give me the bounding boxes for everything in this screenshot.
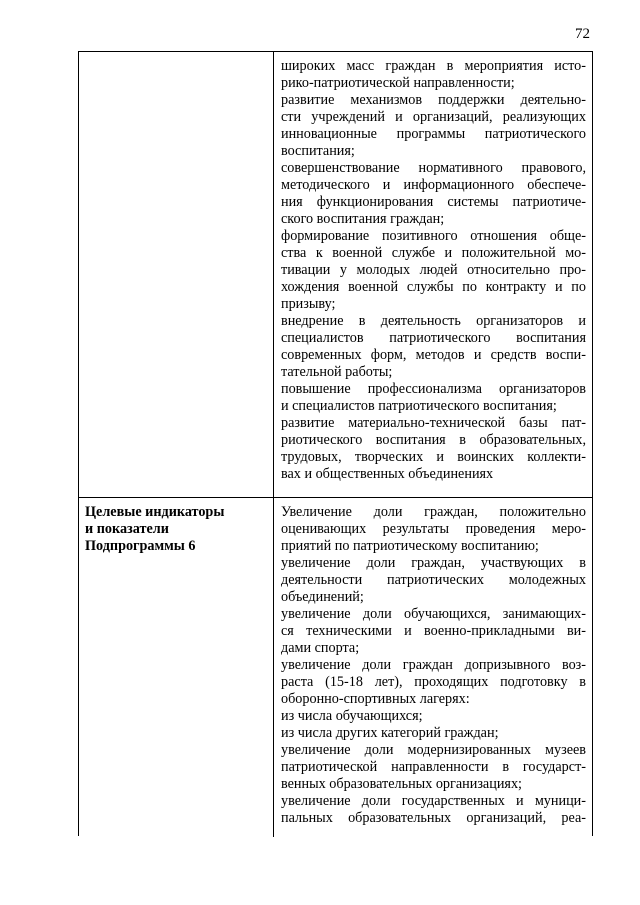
text-line: увеличение доли обучающихся, занимающих-	[281, 606, 586, 622]
text-line: современных форм, методов и средств воспи-	[281, 347, 586, 363]
text-line: специалистов патриотического воспитания	[281, 330, 586, 346]
text-line: венных образовательных организациях;	[281, 776, 522, 792]
row-label-line: Подпрограммы 6	[85, 538, 196, 554]
row-label-line: и показатели	[85, 521, 169, 537]
text-line: формирование позитивного отношения обще-	[281, 228, 586, 244]
text-line: трудовых, творческих и воинских коллекти-	[281, 449, 586, 465]
text-line: вах и общественных объединениях	[281, 466, 494, 482]
text-line: из числа обучающихся;	[281, 708, 423, 724]
text-line: внедрение в деятельность организаторов и	[281, 313, 586, 329]
text-line: ства к военной службе и положительной мо-	[281, 245, 586, 261]
text-line: пальных образовательных организаций, реа-	[281, 810, 586, 826]
text-line: рико-патриотической направленности;	[281, 75, 515, 91]
text-line: дами спорта;	[281, 640, 360, 656]
text-line: Увеличение доли граждан, положительно	[281, 504, 586, 520]
table-row	[79, 498, 592, 837]
text-line: повышение профессионализма организаторов	[281, 381, 586, 397]
text-line: ния функционирования системы патриотиче-	[281, 194, 586, 210]
row-label-line: Целевые индикаторы	[85, 504, 225, 520]
program-table	[78, 51, 593, 836]
text-line: патриотической направленности в государст-	[281, 759, 586, 775]
text-line: увеличение доли граждан допризывного воз-	[281, 657, 586, 673]
text-line: объединений;	[281, 589, 364, 605]
row-content-cell	[275, 52, 592, 497]
text-line: призыву;	[281, 296, 336, 312]
text-line: оценивающих результаты проведения меро-	[281, 521, 586, 537]
text-line: воспитания;	[281, 143, 355, 159]
text-line: методического и информационного обеспече-	[281, 177, 586, 193]
text-line: хождения военной службы по контракту и по	[281, 279, 586, 295]
text-line: инновационные программы патриотического	[281, 126, 586, 142]
text-line: широких масс граждан в мероприятия исто-	[281, 58, 586, 74]
text-line: приятий по патриотическому воспитанию;	[281, 538, 539, 554]
table-row	[79, 52, 592, 498]
text-line: деятельности патриотических молодежных	[281, 572, 586, 588]
text-line: тивации у молодых людей относительно про-	[281, 262, 586, 278]
text-line: раста (15-18 лет), проходящих подготовку в	[281, 674, 586, 690]
text-line: тательной работы;	[281, 364, 393, 380]
text-line: совершенствование нормативного правового,	[281, 160, 586, 176]
text-line: развитие материально-технической базы пат-	[281, 415, 586, 431]
row-content-cell	[275, 498, 592, 837]
page-number: 72	[575, 26, 590, 42]
text-line: развитие механизмов поддержки деятельно-	[281, 92, 586, 108]
text-line: сти учреждений и организаций, реализующих	[281, 109, 586, 125]
text-line: увеличение доли модернизированных музеев	[281, 742, 586, 758]
text-line: из числа других категорий граждан;	[281, 725, 499, 741]
row-label	[79, 498, 273, 555]
text-line: риотического воспитания в образовательных,	[281, 432, 586, 448]
text-line: оборонно-спортивных лагерях:	[281, 691, 470, 707]
row-label-cell	[79, 498, 274, 837]
text-line: ся техническими и военно-прикладными ви-	[281, 623, 586, 639]
text-line: увеличение доли государственных и муници-	[281, 793, 586, 809]
text-line: и специалистов патриотического воспитания;	[281, 398, 557, 414]
text-line: ского воспитания граждан;	[281, 211, 445, 227]
row-label-cell	[79, 52, 274, 497]
text-line: увеличение доли граждан, участвующих в	[281, 555, 586, 571]
